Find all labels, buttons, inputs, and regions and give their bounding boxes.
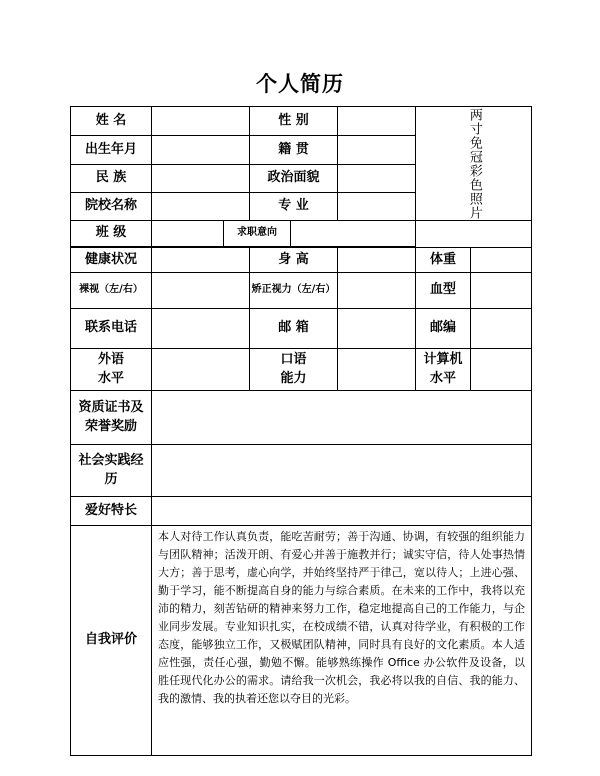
phone-label: 联系电话 bbox=[71, 309, 152, 349]
email-value[interactable] bbox=[338, 309, 416, 349]
computer-level-value[interactable] bbox=[471, 349, 531, 391]
school-value[interactable] bbox=[152, 193, 250, 221]
hobbies-label: 爱好特长 bbox=[71, 497, 152, 526]
job-intention-label: 求职意向 bbox=[224, 221, 291, 247]
name-label: 姓 名 bbox=[71, 107, 152, 136]
computer-level-label: 计算机 水平 bbox=[416, 349, 471, 391]
foreign-language-value[interactable] bbox=[152, 349, 250, 391]
birth-value[interactable] bbox=[152, 136, 250, 165]
phone-value[interactable] bbox=[152, 309, 250, 349]
native-place-value[interactable] bbox=[338, 136, 416, 165]
political-status-value[interactable] bbox=[338, 165, 416, 193]
major-label: 专 业 bbox=[250, 193, 338, 221]
row5-spacer bbox=[416, 221, 531, 247]
gender-value[interactable] bbox=[338, 107, 416, 136]
corrected-vision-label: 矫正视力（左/右） bbox=[250, 273, 338, 309]
foreign-language-label: 外语 水平 bbox=[71, 349, 152, 391]
page-title: 个人简历 bbox=[256, 72, 344, 96]
corrected-vision-value[interactable] bbox=[338, 273, 416, 309]
naked-vision-label: 裸视（左/右） bbox=[71, 273, 152, 309]
health-label: 健康状况 bbox=[71, 247, 152, 273]
certificates-label: 资质证书及 荣誉奖励 bbox=[71, 391, 152, 445]
self-evaluation-label: 自我评价 bbox=[71, 526, 152, 755]
oral-ability-label: 口语 能力 bbox=[250, 349, 338, 391]
weight-label: 体重 bbox=[416, 247, 471, 273]
political-status-label: 政治面貌 bbox=[250, 165, 338, 193]
postcode-label: 邮编 bbox=[416, 309, 471, 349]
class-label: 班 级 bbox=[71, 221, 152, 247]
health-value[interactable] bbox=[152, 247, 250, 273]
name-value[interactable] bbox=[152, 107, 250, 136]
native-place-label: 籍 贯 bbox=[250, 136, 338, 165]
birth-label: 出生年月 bbox=[71, 136, 152, 165]
ethnicity-value[interactable] bbox=[152, 165, 250, 193]
oral-ability-value[interactable] bbox=[338, 349, 416, 391]
postcode-value[interactable] bbox=[471, 309, 531, 349]
certificates-value[interactable] bbox=[152, 391, 531, 445]
job-intention-value[interactable] bbox=[291, 221, 416, 247]
social-practice-label: 社会实践经 历 bbox=[71, 445, 152, 497]
school-label: 院校名称 bbox=[71, 193, 152, 221]
hobbies-value[interactable] bbox=[152, 497, 531, 526]
class-value[interactable] bbox=[152, 221, 224, 247]
social-practice-value[interactable] bbox=[152, 445, 531, 497]
gender-label: 性 别 bbox=[250, 107, 338, 136]
height-value[interactable] bbox=[338, 247, 416, 273]
weight-value[interactable] bbox=[471, 247, 531, 273]
major-value[interactable] bbox=[338, 193, 416, 221]
blood-type-label: 血型 bbox=[416, 273, 471, 309]
blood-type-value[interactable] bbox=[471, 273, 531, 309]
photo-placeholder-text: 两寸免冠彩色照片 bbox=[466, 107, 482, 220]
height-label: 身 高 bbox=[250, 247, 338, 273]
email-label: 邮 箱 bbox=[250, 309, 338, 349]
ethnicity-label: 民 族 bbox=[71, 165, 152, 193]
naked-vision-value[interactable] bbox=[152, 273, 250, 309]
self-evaluation-text: 本人对待工作认真负责，能吃苦耐劳；善于沟通、协调，有较强的组织能力与团队精神；活泼开朗、有爱心并善于施教并行；诚实守信，待人处事热情大方；善于思考，虚心向学，并始终坚持严于律己，宽以待人；上进心强、勤于学习，能不断提高自身的能力与综合素质。在未来的工作中，我将以充沛的精力，刻苦钻研的精神来努力工作，稳定地提高自己的工作能力，与企业同步发展。专业知识扎实，在校成绩不错，认真对待学业，有积极的工作态度，能够独立工作，又极赋团队精神，同时具有良好的文化素质。本人适应性强，责任心强，勤勉不懈。能够熟练操作 Office 办公软件及设备，以胜任现代化办公的需求。请给我一次机会，我必将以我的自信、我的能力、我的激情、我的执着还您以夺目的光彩。 bbox=[158, 530, 525, 705]
resume-table bbox=[70, 106, 532, 756]
photo-cell bbox=[416, 107, 531, 221]
